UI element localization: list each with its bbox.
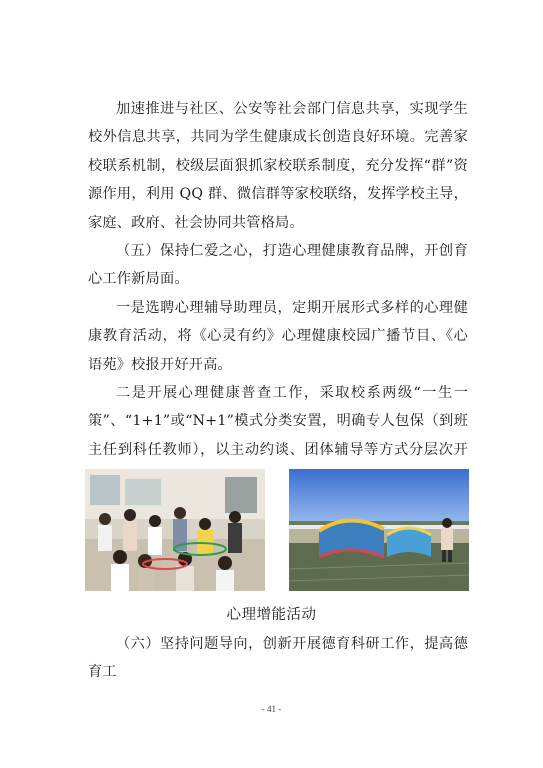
photo-caption: 心理增能活动	[226, 607, 317, 623]
paragraph-4: 二是开展心理健康普查工作，采取校系两级“一生一策”、“1+1”或“N+1”模式分类安置，明确专人包保（到班主任到科任教师），以主动约谈、团体辅导等方式分层次开	[88, 385, 468, 458]
indoor-activity-photo	[85, 469, 265, 591]
paragraph-1: 加速推进与社区、公安等社会部门信息共享，实现学生校外信息共享，共同为学生健康成长创造良好环境。完善家校联系机制，校级层面狠抓家校联系制度，充分发挥“群”资源作用，利用 QQ 群、微信群等家校联络，发挥学校主导，家庭、政府、社会协同共管格局。	[88, 101, 468, 231]
paragraph-5-text: （六）坚持问题导向，创新开展德育科研工作，提高德育工	[88, 636, 468, 681]
page-number: - 41 -	[261, 704, 282, 714]
paragraph-3: 一是选聘心理辅导助理员，定期开展形式多样的心理健康教育活动，将《心灵有约》心理健康校园广播节目、《心语苑》校报开好开高。	[88, 299, 468, 373]
paragraph-2-heading: （五）保持仁爱之心，打造心理健康教育品牌，开创育心工作新局面。	[88, 243, 468, 288]
paragraph-5-heading	[88, 630, 468, 687]
photo-row	[85, 469, 468, 591]
body-text	[88, 95, 468, 493]
outdoor-activity-photo	[289, 469, 469, 591]
